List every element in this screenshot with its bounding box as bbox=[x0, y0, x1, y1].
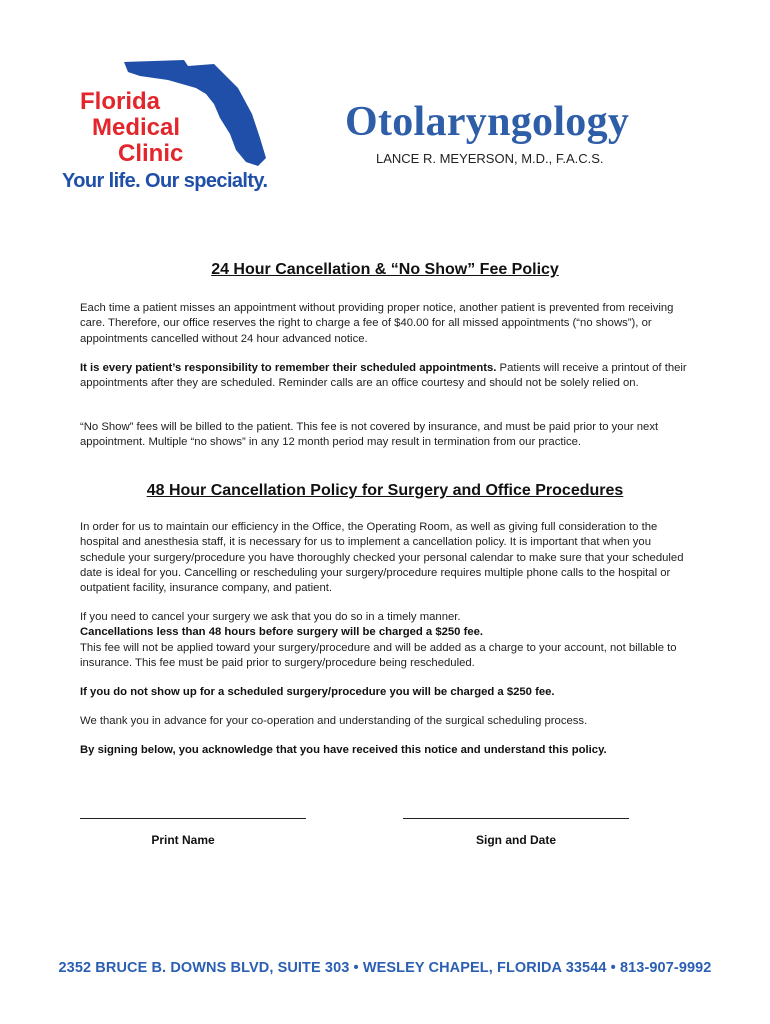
section2-paragraph-2 bbox=[80, 610, 692, 671]
logo-line-florida: Florida bbox=[80, 88, 161, 115]
section2-paragraph-4: We thank you in advance for your co-operation and understanding of the surgical scheduling process. bbox=[80, 715, 588, 727]
section2-paragraph-5 bbox=[80, 743, 692, 758]
section2-paragraph-3 bbox=[80, 685, 692, 700]
clinic-logo bbox=[58, 58, 278, 198]
logo-line-clinic: Clinic bbox=[118, 140, 184, 167]
section2-p5-bold: By signing below, you acknowledge that you have received this notice and understand this policy. bbox=[80, 744, 607, 756]
sign-date-line[interactable] bbox=[403, 818, 629, 819]
section1-paragraph-2 bbox=[80, 361, 692, 392]
specialty-title: Otolaryngology bbox=[345, 99, 630, 145]
section1-heading: 24 Hour Cancellation & “No Show” Fee Policy bbox=[211, 261, 559, 278]
section2-p2-rest: This fee will not be applied toward your surgery/procedure and will be added as a charge to your account, not billable to insurance. This fee must be paid prior to surgery/procedure being rescheduled. bbox=[80, 641, 677, 669]
logo-line-medical: Medical bbox=[92, 114, 181, 141]
section1-paragraph-1: Each time a patient misses an appointment without providing proper notice, another patient is prevented from receiving care. Therefore, our office reserves the right to charge a fee of $40.00 for all missed appointments (“no shows”), or appointments cancelled without 24 hour advanced notice. bbox=[80, 302, 674, 345]
footer-address: 2352 BRUCE B. DOWNS BLVD, SUITE 303 • WESLEY CHAPEL, FLORIDA 33544 • 813-907-9992 bbox=[58, 960, 712, 976]
sign-date-label: Sign and Date bbox=[475, 833, 556, 847]
section2-p3-bold: If you do not show up for a scheduled surgery/procedure you will be charged a $250 fee. bbox=[80, 686, 555, 698]
doctor-name: LANCE R. MEYERSON, M.D., F.A.C.S. bbox=[376, 151, 604, 166]
print-name-line[interactable] bbox=[80, 818, 306, 819]
section1-paragraph-3: “No Show” fees will be billed to the patient. This fee is not covered by insurance, and must be paid prior to your next appointment. Multiple “no shows” in any 12 month period may result in termination from our practice. bbox=[80, 421, 659, 449]
section1-p2-rest: Patients will receive a printout of their appointments after they are scheduled. Reminder calls are an office courtesy and should not be solely relied on. bbox=[80, 362, 687, 390]
section2-paragraph-1: In order for us to maintain our efficiency in the Office, the Operating Room, as well as giving full consideration to the hospital and anesthesia staff, it is necessary for us to implement a cancellation policy. It is important that when you schedule your surgery/procedure you have thoroughly checked your personal calendar to make sure that your scheduled date is ideal for you. Cancelling or rescheduling your surgery/procedure requires multiple phone calls to the hospital or outpatient facility, insurance company, and patient. bbox=[80, 521, 684, 595]
section2-p2-bold: Cancellations less than 48 hours before surgery will be charged a $250 fee. bbox=[80, 626, 484, 639]
section1-p2-bold: It is every patient’s responsibility to remember their scheduled appointments. bbox=[80, 362, 497, 374]
section2-heading: 48 Hour Cancellation Policy for Surgery and Office Procedures bbox=[146, 482, 624, 499]
print-name-label: Print Name bbox=[151, 833, 215, 847]
section2-p2-line1: If you need to cancel your surgery we ask that you do so in a timely manner. bbox=[80, 611, 461, 623]
logo-tagline: Your life. Our specialty. bbox=[62, 170, 268, 192]
